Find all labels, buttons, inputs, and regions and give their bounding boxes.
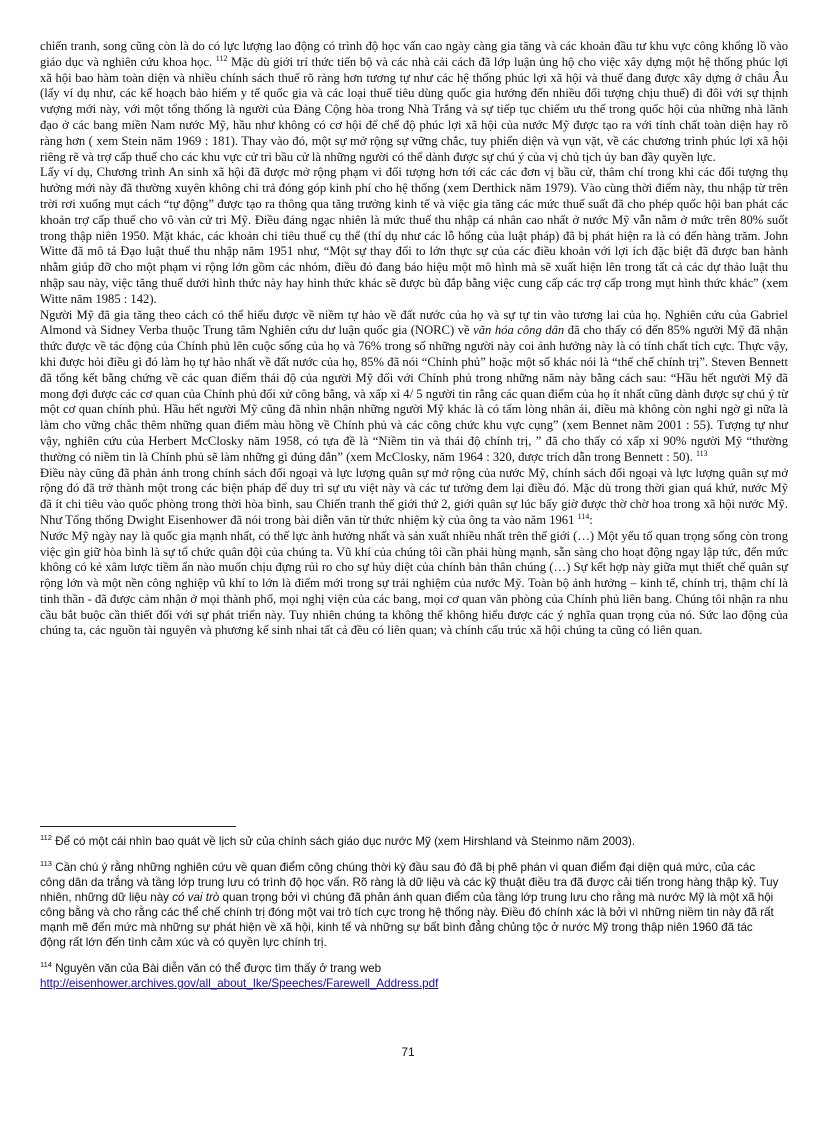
eisenhower-address-link[interactable]: http://eisenhower.archives.gov/all_about_Ike/Speeches/Farewell_Address.pdf bbox=[40, 977, 439, 990]
paragraph-text: Mặc dù giới trí thức tiến bộ và các nhà cải cách đã lớp luận ủng hộ cho việc xây dựng một hệ thống phúc lợi xã hội bao hàm toàn diện và nhiều chính sách thuế rõ ràng hơn tương tự như các hệ thống phúc lợi xã hội và thuế đang được xây dựng ở châu Âu (lấy ví dụ như, các kế hoạch bảo hiểm y tế quốc gia và các loại thuế tiêu dùng quốc gia hướng đến nhiều đối tượng chịu thuế) đi đôi với sự thịnh vượng mới này, với một tổng thống là người của Đảng Cộng hòa trong Nhà Trắng và sự tiếp tục chiếm ưu thế trong quốc hội của những nhà lãnh đạo ở các bang miền Nam nước Mỹ, hầu như không có cơ hội để chế độ phúc lợi xã hội của nước Mỹ được tạo ra với tính chất toàn diện hay rõ ràng hơn ( xem Stein năm 1969 : 181). Thay vào đó, một sự mở rộng sự vững chắc, tuy phiến diện và vụn vặt, về các chương trình phúc lợi xã hội riêng rẽ và trợ cấp thuế cho các khu vực cử tri bầu cử là những người có thể dành được sự chú ý của vị chủ tịch ủy ban đầy quyền lực. bbox=[40, 54, 788, 164]
paragraph-3 bbox=[40, 308, 788, 466]
paragraph-text: : bbox=[589, 512, 593, 527]
paragraph-2 bbox=[40, 165, 788, 307]
paragraph-4 bbox=[40, 466, 788, 529]
paragraph-text: đã cho thấy có đến 85% người Mỹ đã nhận thức được về tác động của Chính phủ lên cuộc sống của họ và 76% trong số những người này coi ảnh hưởng này là có tính chất tích cực. Thực vậy, khi được hỏi điều gì đó làm họ tự hào nhất về đất nước của họ, 85% đã nói “Chính phủ” hoặc một số khác nói là “thể chế chính trị”. Steven Bennett đã tổng kết bằng chứng về các quan điểm thái độ của người Mỹ đối với Chính phủ trong những năm này bằng cách sau: “Hầu hết người Mỹ đã mong đợi được các cơ quan của Chính phủ đối xử công bằng, và xấp xỉ 4/ 5 người tin rằng các quan điểm của họ ít nhất cũng dành được sự chú ý từ một cơ quan chính phủ. Hầu hết người Mỹ cũng đã nhìn nhận những người Mỹ khác là có tấm lòng nhân ái, điều mà không còn nghi ngờ gì nữa là làm cho vững chắc thêm những quan điểm màu hồng về Chính phủ và các công chức khu vực cụng” (xem Bennet năm 2001 : 55). Tượng tự như vậy, nghiên cứu của Herbert McClosky năm 1958, có tựa đề là “Niềm tin và thái độ chính trị, ” đã cho thấy có xấp xỉ 90% người Mỹ “thường thường có niềm tin là Chính phủ sẽ làm những gì đúng đắn” (xem McClosky, năm 1964 : 320, được trích dẫn trong Bennett : 50). bbox=[40, 323, 788, 464]
italic-term: có vai trò bbox=[172, 891, 220, 904]
paragraph-text: Điều này cũng đã phản ánh trong chính sách đối ngoại và lực lượng quân sự mở rộng của nước Mỹ, chính sách đối ngoại và lực lượng quân sự mở rộng đó đã trở thành một trong các biện pháp để duy trì sự ưu việt này và các tư tưởng đem lại điều đó. Mặc dù trong thời gian quá khứ, nước Mỹ đã ít chi tiêu vào quốc phòng trong thời hòa bình, sau Chiến tranh thế giới thứ 2, giới quân sự lúc bấy giờ được thờ chờ hoa trong xã hội nước Mỹ. Như Tổng thống Dwight Eisenhower đã nói trong bài diễn văn từ thức nhiệm kỳ của ông ta vào năm 1961 bbox=[40, 465, 788, 527]
footnote-text: Để có một cái nhìn bao quát về lịch sử của chính sách giáo dục nước Mỹ (xem Hirshland và Steinmo năm 2003). bbox=[55, 835, 636, 848]
footnote-text: Nguyên văn của Bài diễn văn có thể được tìm thấy ở trang web bbox=[55, 962, 382, 975]
footnote-112 bbox=[40, 834, 780, 849]
footnote-text: quan trọng bởi vì chúng đã phản ánh quan điểm của tầng lớp trung lưu cho rằng mà nước Mỹ là một xã hội công bằng và cho rằng các thể chế chính trị đóng một vai trò tích cực trong hệ thống này. Điều đó chính xác là bởi vì những niềm tin này đã rất mạnh mẽ đến mức mà những sự phát hiện về xã hội, kinh tế và những sự bất bình đẳng chủng tộc ở nước Mỹ trong thập niên 1960 đã tác động rất lớn đến tình cảm xúc và có quyền lực chính trị. bbox=[40, 891, 774, 949]
footnote-114 bbox=[40, 961, 780, 991]
paragraph-text: Lấy ví dụ, Chương trình An sinh xã hội đã được mở rộng phạm vi đối tượng hơn tới các các đơn vị bầu cử, thâm chí trong khi các đối tượng thụ hưởng mới này đã thường xuyên không chi trả đóng góp kinh phí cho hệ thống (xem Derthick năm 1979). Vào cùng thời điểm này, thu nhập từ trên trời rơi xuống mụt cách “tự động” được tạo ra thông qua tăng trưởng kinh tế và việc gia tăng các mức thuế suất đã cho phép quốc hội ban phát các khoản trợ cấp thuế cho vô vàn cử tri Mỹ. Điều đáng ngạc nhiên là mức thuế thu nhập cá nhân cao nhất ở nước Mỹ vẫn nằm ở mức trên 80% suốt trong thập niên 1950. Mặt khác, các khoản chi tiêu thuế cụ thể (thí dụ như các lỗ hổng của luật pháp) đã bị phát hiện ra là có đến hàng trăm. John Witte đã mô tả Đạo luật thuế thu nhập năm 1951 như, “Một sự thay đổi to lớn thực sự của các điều khoản với lợi ích đặc biệt đã được ban hành nhằm giúp đỡ cho một phạm vi rộng lớn gồm các nhóm, điều đó đang báo hiệu một mô hình mà sẽ xuất hiện lên trong tất cả các dự thảo luật thu nhập sau này, việc tăng thuế dưới hình thức này hay hình thức khác sẽ được bù đắp bằng việc cung cấp các trợ cấp trong mụt hình thức khác” (xem Witte năm 1985 : 142). bbox=[40, 165, 788, 306]
paragraph-text: Người Mỹ đã gia tăng theo cách có thể hiểu được về niềm tự hào về đất nước của họ và sự tự tin vào tương lai của họ. Nghiên cứu của Gabriel Almond và Sidney Verba thuộc Trung tâm Nghiên cứu dư luận quốc gia (NORC) về bbox=[40, 307, 788, 338]
footnote-text: Cần chú ý rằng những nghiên cứu về quan điểm công chúng thời kỳ đầu sau đó đã bị phê phán vì quan điểm đại diện quá mức, của các công dân da trắng và tầng lớp trung lưu có trình độ học vấn. Rõ ràng là dữ liệu và các kỹ thuật điều tra đã được cải tiến trong hàng thập kỷ. Tuy nhiên, những dữ liệu này bbox=[40, 861, 779, 904]
page-number: 71 bbox=[401, 1045, 415, 1059]
footnote-number: 113 bbox=[40, 859, 52, 869]
footnote-number: 114 bbox=[40, 960, 52, 970]
paragraph-1 bbox=[40, 39, 788, 165]
eisenhower-quote: Nước Mỹ ngày nay là quốc gia mạnh nhất, có thế lực ảnh hưởng nhất và sản xuất nhiều nhất trên thế giới (…) Một yếu tố quan trọng sống còn trong việc gìn giữ hòa bình là sự tổ chức quân đội của chúng ta. Vũ khí của chúng tôi cần phải hùng mạnh, sẵn sàng cho hoạt động ngay lập tức, đến mức không có kẻ xâm lược tiềm ẩn nào muốn chịu đựng rủi ro cho sự hủy diệt của chính bản thân chúng (…) Sự kết hợp này giữa mụt thiết chế quân sự rộng lớn và một nền công nghiệp vũ khí to lớn là điểm mới trong sự trải nghiệm của nước Mỹ. Toàn bộ ảnh hưởng – kinh tế, chính trị, thậm chí là tinh thần - đã được cảm nhận ở mọi thành phố, mọi nghị viện của các bang, mọi cơ quan văn phòng của Chính phủ liên bang. Chúng tôi nhận ra nhu cầu bắt buộc cần thiết đối với sự phát triển này. Tuy nhiên chúng ta không thể không hiểu được các ý nghĩa quan trọng của nó. Sức lao động của chúng ta, các nguồn tài nguyên và phương kế sinh nhai tất cả đều có liên quan; và chính cấu trúc xã hội chúng ta cũng có liên quan. bbox=[40, 528, 788, 638]
footnote-ref-114[interactable]: 114 bbox=[577, 511, 590, 521]
footnote-divider bbox=[40, 826, 236, 827]
footnote-ref-113[interactable]: 113 bbox=[695, 448, 708, 458]
footnote-113 bbox=[40, 860, 780, 950]
footnote-ref-112[interactable]: 112 bbox=[215, 53, 228, 63]
italic-term: văn hóa công dân bbox=[473, 323, 565, 338]
body-text bbox=[40, 39, 788, 639]
footnote-number: 112 bbox=[40, 833, 52, 843]
footnotes bbox=[40, 834, 780, 1002]
paragraph-text: chiến tranh, song cũng còn là do có lực lượng lao động có trình độ học vấn cao ngày càng gia tăng và các khoản đầu tư khu vực công khổng lồ vào giáo dục và nghiên cứu khoa học. bbox=[40, 39, 788, 69]
